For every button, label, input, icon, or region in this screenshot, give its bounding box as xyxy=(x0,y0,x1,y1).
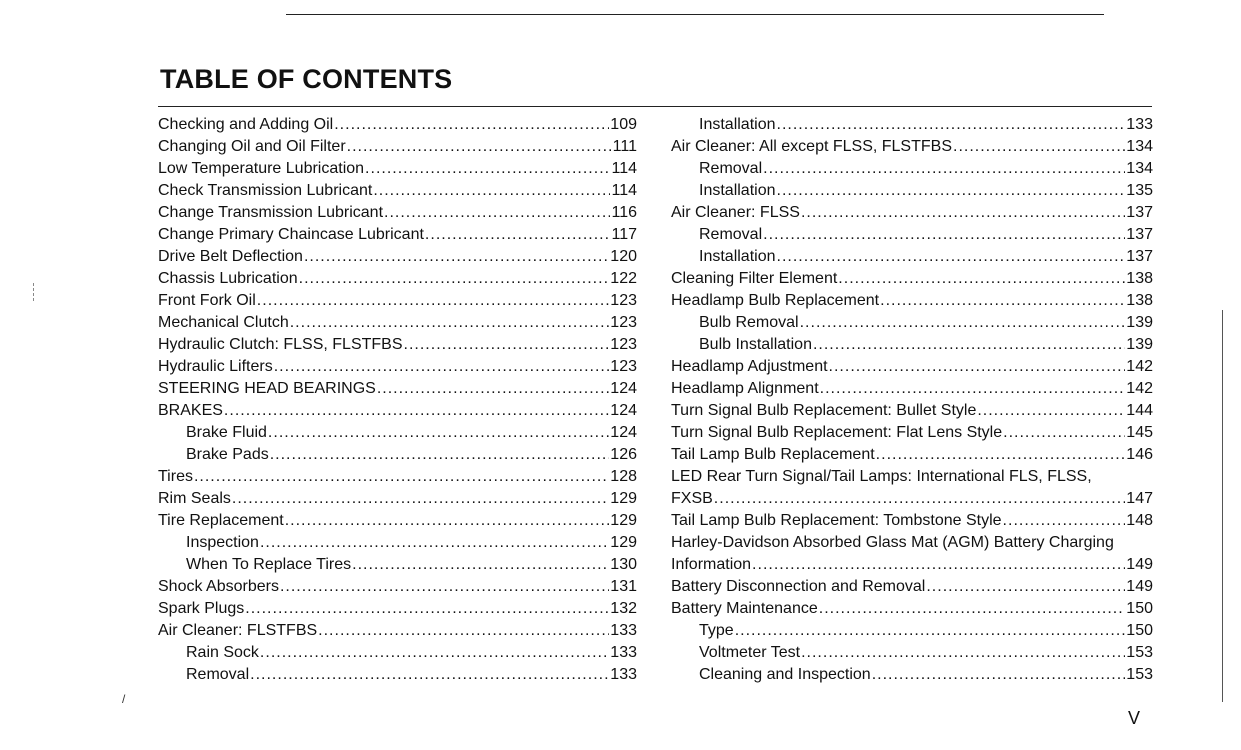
page-title: TABLE OF CONTENTS xyxy=(160,64,453,94)
toc-entry[interactable] xyxy=(158,312,637,334)
toc-dot-leader xyxy=(714,488,1126,510)
toc-dot-leader xyxy=(813,334,1125,356)
toc-entry-title: BRAKES xyxy=(158,402,223,419)
toc-dot-leader xyxy=(752,554,1125,576)
toc-entry-page: 135 xyxy=(1126,182,1153,199)
toc-entry-title: Tires xyxy=(158,468,193,485)
toc-left-column xyxy=(158,114,637,686)
toc-entry-title: When To Replace Tires xyxy=(186,556,352,573)
toc-entry-title: Battery Maintenance xyxy=(671,600,818,617)
toc-dot-leader xyxy=(926,576,1125,598)
toc-dot-leader xyxy=(318,620,609,642)
top-rule xyxy=(286,14,1104,15)
toc-dot-leader xyxy=(194,466,609,488)
toc-entry[interactable] xyxy=(671,224,1153,246)
toc-entry-page: 149 xyxy=(1126,556,1153,573)
toc-entry-title: Tire Replacement xyxy=(158,512,284,529)
toc-entry-title: Air Cleaner: FLSTFBS xyxy=(158,622,318,639)
toc-entry-page: 109 xyxy=(610,116,637,133)
toc-entry-page: 147 xyxy=(1126,490,1153,507)
toc-entry[interactable] xyxy=(671,598,1153,620)
toc-entry-page: 133 xyxy=(610,666,637,683)
toc-entry-title: Headlamp Adjustment xyxy=(671,358,828,375)
stray-mark: / xyxy=(122,692,126,706)
toc-entry-title: Installation xyxy=(699,116,776,133)
toc-dot-leader xyxy=(829,356,1126,378)
toc-dot-leader xyxy=(777,246,1126,268)
toc-entry-page: 111 xyxy=(612,138,637,155)
toc-dot-leader xyxy=(801,202,1125,224)
toc-dot-leader xyxy=(224,400,609,422)
toc-dot-leader xyxy=(245,598,609,620)
toc-dot-leader xyxy=(763,158,1125,180)
toc-entry-page: 131 xyxy=(610,578,637,595)
toc-entry-page: 138 xyxy=(1126,270,1153,287)
toc-entry[interactable] xyxy=(671,246,1153,268)
toc-entry-title: Checking and Adding Oil xyxy=(158,116,334,133)
toc-entry-title: Shock Absorbers xyxy=(158,578,279,595)
toc-entry-page: 150 xyxy=(1126,600,1153,617)
toc-entry-page: 133 xyxy=(610,622,637,639)
toc-entry-title: Front Fork Oil xyxy=(158,292,256,309)
toc-entry[interactable] xyxy=(671,356,1153,378)
toc-dot-leader xyxy=(365,158,610,180)
toc-entry-title: Headlamp Alignment xyxy=(671,380,819,397)
toc-entry[interactable] xyxy=(158,268,637,290)
toc-entry-page: 130 xyxy=(610,556,637,573)
toc-entry-title: Headlamp Bulb Replacement xyxy=(671,292,880,309)
toc-entry-title: Brake Pads xyxy=(186,446,269,463)
toc-entry-title: Air Cleaner: FLSS xyxy=(671,204,800,221)
toc-dot-leader xyxy=(977,400,1125,422)
toc-entry[interactable] xyxy=(158,334,637,356)
toc-entry-title: Drive Belt Deflection xyxy=(158,248,303,265)
toc-entry-title: Turn Signal Bulb Replacement: Flat Lens Style xyxy=(671,424,1003,441)
toc-dot-leader xyxy=(838,268,1125,290)
toc-entry[interactable] xyxy=(158,202,637,224)
toc-entry-title: Check Transmission Lubricant xyxy=(158,182,373,199)
toc-entry-title: Mechanical Clutch xyxy=(158,314,289,331)
toc-entry-title: Bulb Installation xyxy=(699,336,812,353)
toc-entry-page: 124 xyxy=(610,380,637,397)
toc-entry-title: Tail Lamp Bulb Replacement xyxy=(671,446,875,463)
toc-dot-leader xyxy=(425,224,611,246)
toc-entry[interactable] xyxy=(158,488,637,510)
toc-entry-title: Rim Seals xyxy=(158,490,231,507)
toc-entry-page: 134 xyxy=(1126,160,1153,177)
toc-entry-page: 149 xyxy=(1126,578,1153,595)
toc-entry-page: 153 xyxy=(1126,666,1153,683)
toc-entry[interactable] xyxy=(671,378,1153,400)
toc-entry-title: FXSB xyxy=(671,490,713,507)
toc-entry-page: 114 xyxy=(611,160,637,177)
toc-entry-page: 122 xyxy=(610,270,637,287)
toc-entry[interactable] xyxy=(158,532,637,554)
toc-entry-title: Removal xyxy=(699,160,763,177)
toc-entry-page: 134 xyxy=(1126,138,1153,155)
toc-entry-title: Information xyxy=(671,556,752,573)
toc-entry-page: 123 xyxy=(610,358,637,375)
toc-dot-leader xyxy=(260,642,609,664)
toc-entry[interactable] xyxy=(671,554,1153,576)
toc-entry[interactable] xyxy=(671,510,1153,532)
toc-entry[interactable] xyxy=(158,576,637,598)
toc-entry-title: Hydraulic Clutch: FLSS, FLSTFBS xyxy=(158,336,403,353)
toc-entry[interactable] xyxy=(158,158,637,180)
toc-dot-leader xyxy=(1003,422,1125,444)
toc-right-column xyxy=(671,114,1153,686)
toc-entry[interactable] xyxy=(671,620,1153,642)
toc-entry-page: 124 xyxy=(610,402,637,419)
toc-entry-page: 139 xyxy=(1126,314,1153,331)
toc-entry[interactable] xyxy=(671,114,1153,136)
toc-entry-page: 145 xyxy=(1126,424,1153,441)
toc-entry[interactable] xyxy=(158,510,637,532)
toc-dot-leader xyxy=(304,246,609,268)
toc-dot-leader xyxy=(347,136,612,158)
toc-entry-page: 129 xyxy=(610,490,637,507)
toc-entry-page: 137 xyxy=(1126,226,1153,243)
toc-entry-title: LED Rear Turn Signal/Tail Lamps: International FLS, FLSS, xyxy=(671,468,1092,485)
toc-entry-title: Air Cleaner: All except FLSS, FLSTFBS xyxy=(671,138,952,155)
toc-dot-leader xyxy=(819,598,1126,620)
toc-entry-title: Removal xyxy=(186,666,250,683)
toc-entry-title: Low Temperature Lubrication xyxy=(158,160,365,177)
toc-entry[interactable] xyxy=(158,554,637,576)
toc-entry[interactable] xyxy=(671,576,1153,598)
toc-entry[interactable] xyxy=(671,664,1153,686)
toc-dot-leader xyxy=(280,576,609,598)
toc-entry-title: Voltmeter Test xyxy=(699,644,801,661)
toc-entry[interactable] xyxy=(158,400,637,422)
toc-entry-page: 150 xyxy=(1126,622,1153,639)
toc-dot-leader xyxy=(801,642,1125,664)
toc-entry-page: 142 xyxy=(1126,380,1153,397)
toc-dot-leader xyxy=(777,114,1126,136)
toc-dot-leader xyxy=(377,378,609,400)
title-rule xyxy=(158,106,1152,107)
toc-dot-leader xyxy=(872,664,1126,686)
toc-dot-leader xyxy=(800,312,1126,334)
toc-dot-leader xyxy=(285,510,610,532)
toc-entry-page: 123 xyxy=(610,292,637,309)
toc-entry[interactable] xyxy=(158,114,637,136)
toc-entry-page: 144 xyxy=(1126,402,1153,419)
toc-entry-title: Bulb Removal xyxy=(699,314,799,331)
toc-dot-leader xyxy=(257,290,610,312)
toc-dot-leader xyxy=(299,268,610,290)
toc-entry-title: STEERING HEAD BEARINGS xyxy=(158,380,376,397)
toc-entry-page: 137 xyxy=(1126,204,1153,221)
toc-entry-title: Harley-Davidson Absorbed Glass Mat (AGM) Battery Charging xyxy=(671,534,1114,551)
toc-entry[interactable] xyxy=(158,598,637,620)
toc-dot-leader xyxy=(260,532,609,554)
toc-entry-page: 133 xyxy=(1126,116,1153,133)
toc-entry[interactable] xyxy=(158,180,637,202)
toc-entry[interactable] xyxy=(671,136,1153,158)
toc-entry[interactable] xyxy=(671,444,1153,466)
toc-dot-leader xyxy=(250,664,609,686)
toc-entry-page: 123 xyxy=(610,336,637,353)
toc-dot-leader xyxy=(953,136,1125,158)
toc-entry-title: Type xyxy=(699,622,734,639)
toc-entry-page: 120 xyxy=(610,248,637,265)
toc-dot-leader xyxy=(352,554,609,576)
toc-entry-page: 132 xyxy=(610,600,637,617)
toc-entry[interactable] xyxy=(671,532,1153,554)
toc-entry-title: Removal xyxy=(699,226,763,243)
toc-entry-title: Cleaning and Inspection xyxy=(699,666,871,683)
toc-entry-title: Cleaning Filter Element xyxy=(671,270,838,287)
toc-entry-title: Change Primary Chaincase Lubricant xyxy=(158,226,424,243)
toc-dot-leader xyxy=(1003,510,1126,532)
toc-entry-page: 146 xyxy=(1126,446,1153,463)
toc-dot-leader xyxy=(777,180,1126,202)
toc-entry-page: 137 xyxy=(1126,248,1153,265)
toc-entry-title: Change Transmission Lubricant xyxy=(158,204,384,221)
toc-entry[interactable] xyxy=(671,290,1153,312)
toc-entry[interactable] xyxy=(671,158,1153,180)
toc-entry[interactable] xyxy=(671,400,1153,422)
toc-entry[interactable] xyxy=(158,290,637,312)
toc-entry-page: 114 xyxy=(611,182,637,199)
toc-entry-title: Battery Disconnection and Removal xyxy=(671,578,926,595)
toc-entry-page: 129 xyxy=(610,534,637,551)
toc-entry[interactable] xyxy=(158,422,637,444)
toc-entry[interactable] xyxy=(671,312,1153,334)
toc-dot-leader xyxy=(290,312,610,334)
toc-entry[interactable] xyxy=(671,642,1153,664)
toc-entry[interactable] xyxy=(158,378,637,400)
toc-entry-page: 128 xyxy=(610,468,637,485)
toc-dot-leader xyxy=(334,114,609,136)
margin-mark xyxy=(33,283,34,301)
toc-dot-leader xyxy=(876,444,1126,466)
margin-rule xyxy=(1222,310,1223,702)
toc-dot-leader xyxy=(763,224,1125,246)
toc-entry-page: 138 xyxy=(1126,292,1153,309)
toc-entry[interactable] xyxy=(158,664,637,686)
toc-dot-leader xyxy=(735,620,1126,642)
toc-dot-leader xyxy=(820,378,1126,400)
toc-dot-leader xyxy=(232,488,609,510)
toc-entry-title: Inspection xyxy=(186,534,259,551)
toc-entry-title: Spark Plugs xyxy=(158,600,245,617)
toc-entry-page: 153 xyxy=(1126,644,1153,661)
toc-entry[interactable] xyxy=(158,642,637,664)
toc-entry-title: Turn Signal Bulb Replacement: Bullet Style xyxy=(671,402,977,419)
toc-entry[interactable] xyxy=(158,356,637,378)
toc-entry[interactable] xyxy=(671,488,1153,510)
toc-entry-page: 124 xyxy=(610,424,637,441)
toc-entry-page: 126 xyxy=(610,446,637,463)
toc-entry[interactable] xyxy=(671,202,1153,224)
toc-entry-title: Hydraulic Lifters xyxy=(158,358,273,375)
toc-entry[interactable] xyxy=(158,246,637,268)
toc-entry-page: 123 xyxy=(610,314,637,331)
toc-entry[interactable] xyxy=(671,334,1153,356)
toc-entry-page: 117 xyxy=(611,226,637,243)
toc-entry-page: 116 xyxy=(611,204,637,221)
toc-entry-page: 139 xyxy=(1126,336,1153,353)
toc-entry-page: 133 xyxy=(610,644,637,661)
toc-entry[interactable] xyxy=(671,466,1153,488)
toc-entry[interactable] xyxy=(671,422,1153,444)
toc-entry[interactable] xyxy=(158,224,637,246)
toc-entry[interactable] xyxy=(158,444,637,466)
toc-entry[interactable] xyxy=(671,180,1153,202)
toc-entry-title: Installation xyxy=(699,182,776,199)
toc-dot-leader xyxy=(880,290,1125,312)
toc-dot-leader xyxy=(404,334,610,356)
toc-entry-title: Tail Lamp Bulb Replacement: Tombstone Style xyxy=(671,512,1002,529)
toc-entry-title: Brake Fluid xyxy=(186,424,267,441)
toc-entry-page: 142 xyxy=(1126,358,1153,375)
toc-dot-leader xyxy=(373,180,610,202)
toc-entry-title: Changing Oil and Oil Filter xyxy=(158,138,346,155)
toc-dot-leader xyxy=(270,444,610,466)
toc-entry-title: Chassis Lubrication xyxy=(158,270,298,287)
toc-dot-leader xyxy=(274,356,610,378)
page-number: V xyxy=(1128,708,1141,728)
toc-entry[interactable] xyxy=(158,136,637,158)
toc-dot-leader xyxy=(268,422,609,444)
toc-entry-page: 148 xyxy=(1126,512,1153,529)
toc-entry[interactable] xyxy=(158,466,637,488)
toc-entry-title: Rain Sock xyxy=(186,644,259,661)
toc-entry-page: 129 xyxy=(610,512,637,529)
toc-entry-title: Installation xyxy=(699,248,776,265)
toc-entry[interactable] xyxy=(158,620,637,642)
toc-dot-leader xyxy=(384,202,610,224)
toc-entry[interactable] xyxy=(671,268,1153,290)
